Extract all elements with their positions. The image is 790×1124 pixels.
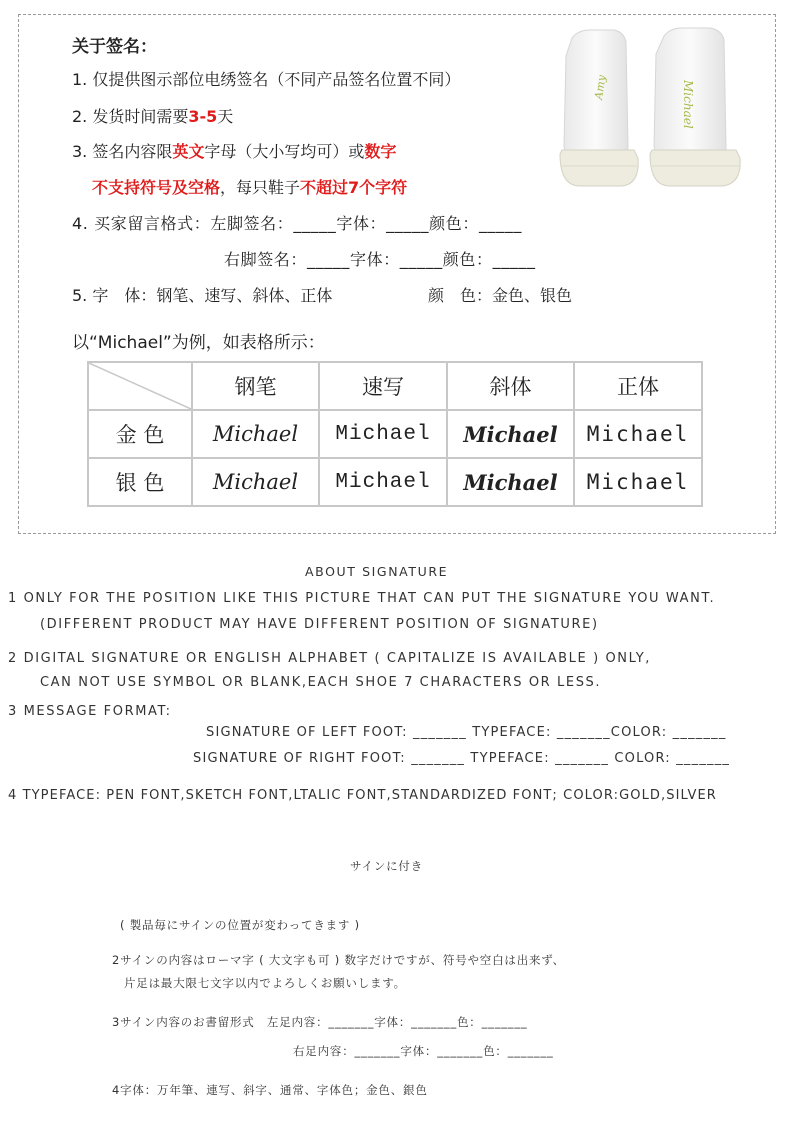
- jp-line-1: ( 製品毎にサインの位置が変わってきます ): [120, 918, 360, 932]
- left-shoe-name: Amy: [592, 74, 609, 101]
- cn-max-chars: 不超过7个字符: [300, 178, 408, 197]
- cn-no-symbols: 不支持符号及空格: [92, 178, 221, 197]
- sample-silver-sketch: Michael: [319, 458, 447, 506]
- sample-silver-italic: Michael: [447, 458, 574, 506]
- table-corner-cell: [88, 362, 192, 410]
- cn-line-5-typeface: 5. 字 体：钢笔、速写、斜体、正体: [72, 286, 333, 305]
- sample-gold-sketch: Michael: [319, 410, 447, 458]
- table-header-row: [88, 362, 702, 410]
- signature-sample-table: [87, 361, 703, 507]
- en-line-3a: SIGNATURE OF LEFT FOOT: _______ TYPEFACE: _______COLOR: _______: [206, 725, 727, 740]
- cn-line-3b-text: ，每只鞋子: [220, 178, 301, 197]
- en-line-3: 3 MESSAGE FORMAT:: [8, 704, 172, 719]
- right-shoe-name: Michael: [681, 80, 695, 129]
- cn-line-3b: [92, 175, 407, 198]
- cn-line-2: [72, 104, 233, 127]
- cn-digits-highlight: 数字: [364, 142, 397, 161]
- cn-title: 关于签名：: [72, 37, 157, 57]
- en-line-1b: (DIFFERENT PRODUCT MAY HAVE DIFFERENT POSITION OF SIGNATURE): [40, 617, 599, 632]
- row-label-gold: 金 色: [88, 410, 192, 458]
- en-line-4: 4 TYPEFACE: PEN FONT,SKETCH FONT,LTALIC FONT,STANDARDIZED FONT; COLOR:GOLD,SILVER: [8, 788, 717, 803]
- cn-line-4b: 右脚签名：_____字体：_____颜色：_____: [224, 250, 536, 269]
- en-line-2b: CAN NOT USE SYMBOL OR BLANK,EACH SHOE 7 CHARACTERS OR LESS.: [40, 675, 602, 690]
- left-shoe: [560, 30, 638, 186]
- table-row-gold: [88, 410, 702, 458]
- cn-line-2-text: 2. 发货时间需要: [72, 107, 189, 126]
- jp-title: サインに付き: [350, 859, 423, 873]
- corner-diagonal: [89, 363, 191, 409]
- sample-silver-pen: Michael: [192, 458, 319, 506]
- shoes-illustration: [550, 26, 755, 190]
- en-line-1: 1 ONLY FOR THE POSITION LIKE THIS PICTURE THAT CAN PUT THE SIGNATURE YOU WANT.: [8, 591, 716, 606]
- sample-gold-standard: Michael: [574, 410, 702, 458]
- header-italic: 斜体: [447, 362, 574, 410]
- header-sketch: 速写: [319, 362, 447, 410]
- cn-line-1: 1. 仅提供图示部位电绣签名（不同产品签名位置不同）: [72, 70, 461, 89]
- jp-line-4: 4字体：万年筆、連写、斜字、通常、字体色；金色、銀色: [112, 1083, 428, 1097]
- cn-english-highlight: 英文: [172, 142, 205, 161]
- header-pen: 钢笔: [192, 362, 319, 410]
- cn-line-4: 4. 买家留言格式：左脚签名：_____字体：_____颜色：_____: [72, 214, 522, 233]
- sample-gold-italic: Michael: [447, 410, 574, 458]
- table-row-silver: [88, 458, 702, 506]
- right-shoe: [650, 28, 740, 186]
- cn-line-3-middle: 字母（大小写均可）或: [204, 142, 365, 161]
- cn-shipping-days: 3-5: [188, 107, 218, 126]
- jp-line-2b: 片足は最大限七文字以内でよろしくお願いします。: [124, 976, 406, 990]
- cn-line-5-color: 颜 色：金色、银色: [428, 286, 573, 305]
- jp-line-3: 3サイン内容のお書留形式 左足内容：_______字体：_______色：_______: [112, 1015, 528, 1029]
- cn-line-3: [72, 139, 396, 162]
- header-standard: 正体: [574, 362, 702, 410]
- en-line-3b: SIGNATURE OF RIGHT FOOT: _______ TYPEFACE: _______ COLOR: _______: [193, 751, 731, 766]
- en-line-2: 2 DIGITAL SIGNATURE OR ENGLISH ALPHABET ( CAPITALIZE IS AVAILABLE ) ONLY,: [8, 651, 652, 666]
- cn-line-3-text: 3. 签名内容限: [72, 142, 173, 161]
- row-label-silver: 银 色: [88, 458, 192, 506]
- jp-line-3b: 右足内容：_______字体：_______色：_______: [293, 1044, 554, 1058]
- en-title: ABOUT SIGNATURE: [305, 564, 449, 579]
- jp-line-2: 2サインの内容はローマ字 ( 大文字も可 ) 数字だけですが、符号や空白は出来ず、: [112, 953, 565, 967]
- cn-example-caption: 以“Michael”为例，如表格所示：: [72, 333, 325, 353]
- sample-gold-pen: Michael: [192, 410, 319, 458]
- sample-silver-standard: Michael: [574, 458, 702, 506]
- cn-line-2-unit: 天: [217, 107, 234, 126]
